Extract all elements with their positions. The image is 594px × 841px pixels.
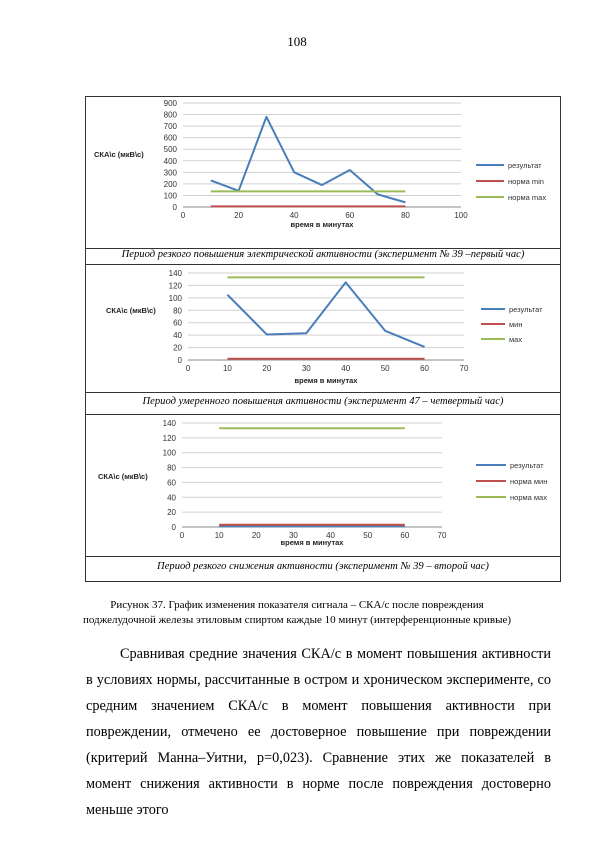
y-axis-label: СКА\с (мкВ\с) (98, 472, 148, 481)
x-tick-label: 70 (459, 364, 469, 373)
series-line-result (211, 117, 406, 203)
x-tick-label: 70 (437, 531, 447, 540)
y-tick-label: 200 (163, 179, 177, 189)
figure-caption-line: Рисунок 37. График изменения показателя сигнала – СКА/с после повреждения (110, 599, 484, 611)
x-tick-label: 0 (180, 211, 186, 220)
y-tick-label: 100 (163, 191, 177, 201)
y-tick-label: 40 (173, 331, 182, 341)
y-tick-label: 0 (171, 523, 176, 532)
x-tick-label: 20 (234, 211, 244, 220)
legend-label: норма мин (510, 477, 548, 486)
x-tick-label: 100 (454, 211, 468, 220)
page-number: 108 (287, 34, 307, 49)
legend-label: норма min (508, 177, 544, 186)
x-tick-label: 20 (251, 531, 261, 540)
chart-1 (86, 97, 560, 247)
x-tick-label: 10 (222, 364, 232, 373)
y-tick-label: 0 (172, 203, 177, 212)
paragraph-text: Сравнивая средние значения СКА/с в момент повышения активности в условиях нормы, рассчитанные в остром и хроническом эксперименте, со средним значением СКА/с в момент повышения активности при повреждении, отмечено ее достоверное повышение при повреждении (критерий Манна–Уитни, р=0,023). Сравнение этих же показателей в момент снижения активности в норме после повреждения достоверно меньше этого (86, 646, 551, 818)
x-axis-label: время в минутах (280, 538, 344, 547)
y-tick-label: 20 (167, 508, 176, 518)
x-tick-label: 50 (363, 531, 373, 540)
chart-3 (86, 415, 560, 555)
y-tick-label: 500 (163, 145, 177, 155)
y-tick-label: 120 (162, 433, 176, 443)
legend-label: результат (509, 305, 543, 314)
legend-label: мах (509, 335, 523, 344)
y-tick-label: 100 (162, 448, 176, 458)
figure-caption (40, 598, 554, 628)
y-tick-label: 80 (173, 306, 182, 316)
legend-label: мин (509, 320, 523, 329)
chart-2 (86, 265, 560, 392)
x-tick-label: 40 (326, 531, 336, 540)
y-tick-label: 80 (167, 463, 176, 473)
x-tick-label: 60 (400, 531, 410, 540)
legend-label: норма max (508, 193, 547, 202)
x-tick-label: 50 (380, 364, 390, 373)
chart-2-caption: Период умеренного повышения активности (эксперимент 47 – четвертый час) (142, 396, 504, 407)
x-tick-label: 10 (214, 531, 224, 540)
y-tick-label: 20 (173, 343, 182, 353)
x-tick-label: 60 (420, 364, 430, 373)
legend-label: результат (510, 461, 544, 470)
x-tick-label: 30 (288, 531, 298, 540)
divider (86, 556, 560, 557)
x-axis-label: время в минутах (290, 220, 354, 229)
figure-caption-line: поджелудочной железы этиловым спиртом каждые 10 минут (интерференционные кривые) (82, 614, 512, 626)
series-line-result (227, 282, 424, 347)
y-tick-label: 0 (177, 356, 182, 365)
y-axis-label: СКА\с (мкВ\с) (94, 150, 144, 159)
x-tick-label: 0 (179, 531, 185, 540)
x-tick-label: 20 (262, 364, 272, 373)
x-tick-label: 80 (400, 211, 410, 220)
y-tick-label: 140 (168, 269, 182, 278)
y-tick-label: 800 (163, 110, 177, 120)
x-tick-label: 30 (301, 364, 311, 373)
x-tick-label: 60 (345, 211, 355, 220)
y-tick-label: 600 (163, 133, 177, 143)
x-tick-label: 40 (289, 211, 299, 220)
legend-label: результат (508, 161, 542, 170)
y-tick-label: 100 (168, 293, 182, 303)
y-tick-label: 900 (163, 99, 177, 108)
x-tick-label: 40 (341, 364, 351, 373)
divider (86, 392, 560, 393)
y-tick-label: 60 (167, 478, 176, 488)
y-tick-label: 300 (163, 168, 177, 178)
y-tick-label: 40 (167, 493, 176, 503)
chart-1-caption: Период резкого повышения электрической активности (эксперимент № 39 –первый час) (121, 249, 525, 260)
y-tick-label: 120 (168, 281, 182, 291)
y-tick-label: 60 (173, 318, 182, 328)
body-paragraph (86, 641, 551, 823)
chart-3-caption: Период резкого снижения активности (эксперимент № 39 – второй час) (157, 561, 489, 572)
y-tick-label: 700 (163, 122, 177, 132)
x-axis-label: время в минутах (294, 376, 358, 385)
y-tick-label: 400 (163, 156, 177, 166)
y-axis-label: СКА\с (мкВ\с) (106, 306, 156, 315)
figure-frame (85, 96, 561, 582)
y-tick-label: 140 (162, 419, 176, 428)
x-tick-label: 0 (185, 364, 191, 373)
legend-label: норма мах (510, 493, 547, 502)
